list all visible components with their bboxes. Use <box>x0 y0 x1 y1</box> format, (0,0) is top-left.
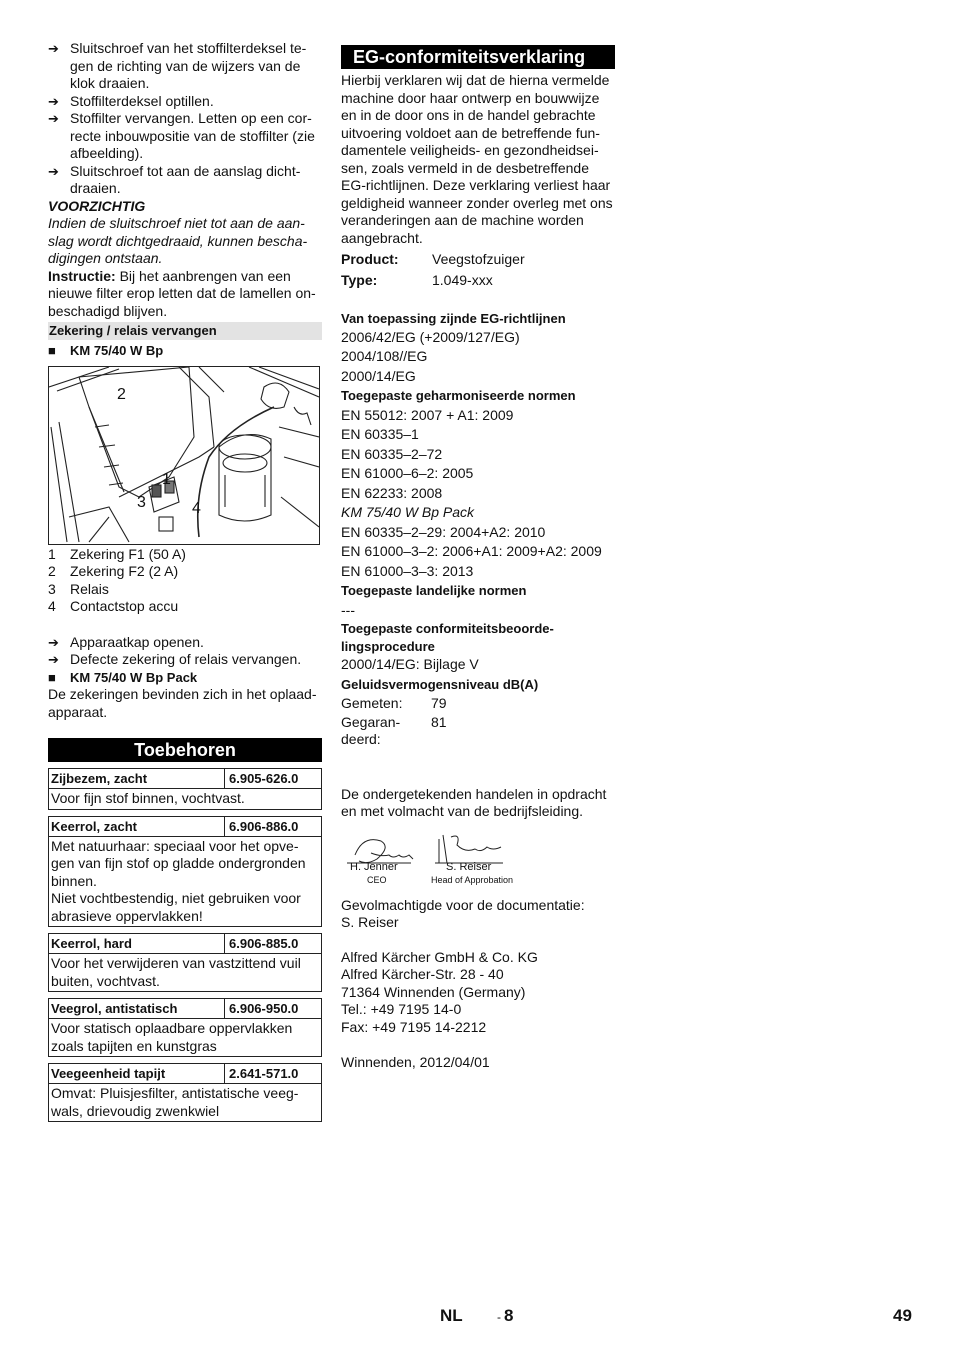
pack-label: KM 75/40 W Bp Pack <box>341 504 475 520</box>
list-item: ➔ Stoffilter vervangen. Letten op een cor-recte inbouwpositie van de stoffilter (zie afbeelding). <box>48 110 315 161</box>
figure-legend <box>48 546 322 616</box>
company-tel: Tel.: +49 7195 14-0 <box>341 1001 462 1017</box>
guaranteed-row: Gegaran-deerd: 81 <box>341 713 447 747</box>
accessories-title: Toebehoren <box>48 738 322 762</box>
type-row: Type: 1.049-xxx <box>341 271 493 288</box>
model-heading-2: ■ KM 75/40 W Bp Pack <box>48 669 198 685</box>
caution-text: Indien de sluitschroef niet tot aan de aan-slag wordt dichtgedraaid, kunnen bescha-digingen ontstaan. <box>48 215 308 266</box>
callout-1: 1 <box>162 470 171 488</box>
list-item: EN 60335–2–29: 2004+A2: 2010 <box>341 523 546 540</box>
fuse-relay-illustration <box>48 366 320 545</box>
accessory-name: Keerrol, zacht <box>49 817 225 836</box>
accessory-code: 2.641-571.0 <box>229 1066 299 1081</box>
procedure-heading: Toegepaste conformiteitsbeoorde-lingsprocedure <box>341 621 554 654</box>
accessory-code: 6.906-886.0 <box>229 818 299 834</box>
list-item: ➔ Apparaatkap openen. <box>48 633 204 650</box>
list-item: EN 55012: 2007 + A1: 2009 <box>341 406 514 423</box>
accessory-name: Zijbezem, zacht <box>49 769 225 788</box>
square-bullet-icon: ■ <box>48 343 56 358</box>
list-item: ➔ Stoffilterdeksel optillen. <box>48 92 214 109</box>
list-item: 2000/14/EG <box>341 367 416 384</box>
legend-item: 4 Contactstop accu <box>48 598 179 614</box>
list-item: EN 62233: 2008 <box>341 484 443 501</box>
callout-3: 3 <box>137 493 146 511</box>
list-item: EN 61000–6–2: 2005 <box>341 465 474 481</box>
model-heading-1: ■ KM 75/40 W Bp <box>48 343 164 358</box>
product-row: Product: Veegstofzuiger <box>341 251 525 267</box>
arrow-icon: ➔ <box>48 163 59 179</box>
procedure-block <box>341 655 615 714</box>
steps-list-1 <box>48 40 322 198</box>
callout-2: 2 <box>117 385 126 403</box>
instruction-paragraph <box>48 268 322 321</box>
measured-row: Gemeten: 79 <box>341 695 447 711</box>
company-name: Alfred Kärcher GmbH & Co. KG <box>341 948 538 965</box>
accessory-item <box>48 768 322 810</box>
model2-text: De zekeringen bevinden zich in het oplaad-apparaat. <box>48 686 317 720</box>
steps-list-2 <box>48 634 322 669</box>
sig2-name: S. Reiser <box>446 860 492 873</box>
list-item: ➔ Sluitschroef tot aan de aanslag dicht-draaien. <box>48 162 301 196</box>
list-item: ➔ Defecte zekering of relais vervangen. <box>48 651 302 667</box>
accessory-name: Veegeenheid tapijt <box>49 1064 225 1083</box>
accessory-desc: Voor statisch oplaadbare oppervlakken zoals tapijten en kunstgras <box>51 1020 293 1054</box>
arrow-icon: ➔ <box>48 634 59 650</box>
national-value: --- <box>341 601 355 618</box>
caution-title: VOORZICHTIG <box>48 197 146 214</box>
conformity-intro: Hierbij verklaren wij dat de hierna vermelde machine door haar ontwerp en bouwwijze en in de door ons in de handel gebrachte uitvoering voldoet aan de betreffende fun-damentele veiligheids- en gezondheidsei-sen, zoals vermeld in de desbetreffende EG-richtlijnen. Deze verklaring verliest haar geldigheid wanneer zonder overleg met ons veranderingen aan de machine worden aangebracht. <box>341 72 613 246</box>
accessory-code: 6.906-950.0 <box>229 1001 299 1016</box>
accessory-name: Veegrol, antistatisch <box>49 999 225 1018</box>
legend-item: 2 Zekering F2 (2 A) <box>48 563 179 579</box>
accessory-desc: Voor fijn stof binnen, vochtvast. <box>51 790 245 806</box>
footer-language: NL <box>440 1306 463 1325</box>
accessory-name: Keerrol, hard <box>49 934 225 953</box>
arrow-icon: ➔ <box>48 111 59 126</box>
instruction-label: Instructie: <box>48 267 116 284</box>
procedure-value: 2000/14/EG: Bijlage V <box>341 656 479 672</box>
list-item: 2004/108//EG <box>341 348 428 364</box>
square-bullet-icon: ■ <box>48 669 56 685</box>
legend-item: 1 Zekering F1 (50 A) <box>48 545 186 562</box>
arrow-icon: ➔ <box>48 93 59 109</box>
accessory-desc: Met natuurhaar: speciaal voor het opve-gen van fijn stof op gladde ondergronden binnen. Niet vochtbestendig, niet gebruiken voor abrasieve oppervlakken! <box>51 837 306 924</box>
fuse-relay-subheading: Zekering / relais vervangen <box>48 322 322 340</box>
company-city: 71364 Winnenden (Germany) <box>341 983 526 1000</box>
doc-authority-name: S. Reiser <box>341 914 399 930</box>
list-item: 2006/42/EG (+2009/127/EG) <box>341 328 520 345</box>
directives-list <box>341 328 615 621</box>
accessory-code: 6.905-626.0 <box>229 771 299 786</box>
company-address <box>341 949 615 1037</box>
accessory-item <box>48 1063 322 1122</box>
right-column <box>341 45 615 1072</box>
machine-interior-drawing <box>49 367 319 544</box>
footer-section-page: - 8 <box>497 1306 514 1325</box>
accessory-item <box>48 933 322 992</box>
accessory-desc: Voor het verwijderen van vastzittend vuil buiten, vochtvast. <box>51 955 301 989</box>
accessory-item <box>48 998 322 1057</box>
signatures <box>341 833 615 897</box>
legend-item: 3 Relais <box>48 580 109 597</box>
sound-heading: Geluidsvermogensniveau dB(A) <box>341 676 539 692</box>
list-item: EN 61000–3–3: 2013 <box>341 562 474 579</box>
list-item: ➔ Sluitschroef van het stoffilterdeksel te-gen de richting van de wijzers van de klok draaien. <box>48 40 307 91</box>
left-column <box>48 40 322 1122</box>
company-street: Alfred Kärcher-Str. 28 - 40 <box>341 966 504 982</box>
doc-authority-label: Gevolmachtigde voor de documentatie: <box>341 896 585 913</box>
conformity-title: EG-conformiteitsverklaring <box>341 45 615 69</box>
national-heading: Toegepaste landelijke normen <box>341 583 527 598</box>
sig1-role: CEO <box>367 874 387 885</box>
list-item: EN 60335–1 <box>341 426 419 442</box>
instruction-text: Bij het aanbrengen van een nieuwe filter erop letten dat de lamellen on-beschadigd blijven. <box>48 267 316 319</box>
accessory-item <box>48 816 322 928</box>
sig1-name: H. Jenner <box>350 860 398 873</box>
accessory-desc: Omvat: Pluisjesfilter, antistatische veeg-wals, drievoudig zwenkwiel <box>51 1085 299 1119</box>
list-item: EN 60335–2–72 <box>341 445 443 462</box>
callout-4: 4 <box>192 499 201 517</box>
directives-heading: Van toepassing zijnde EG-richtlijnen <box>341 311 566 326</box>
company-fax: Fax: +49 7195 14-2212 <box>341 1018 487 1035</box>
arrow-icon: ➔ <box>48 41 59 56</box>
list-item: EN 61000–3–2: 2006+A1: 2009+A2: 2009 <box>341 543 602 559</box>
place-date: Winnenden, 2012/04/01 <box>341 1054 490 1070</box>
footer-page-number: 49 <box>893 1306 912 1325</box>
harmonised-heading: Toegepaste geharmoniseerde normen <box>341 388 576 403</box>
signatories-text: De ondergetekenden handelen in opdracht en met volmacht van de bedrijfsleiding. <box>341 785 607 819</box>
sig2-role: Head of Approbation <box>431 874 514 885</box>
arrow-icon: ➔ <box>48 652 59 667</box>
accessory-code: 6.906-885.0 <box>229 936 299 951</box>
